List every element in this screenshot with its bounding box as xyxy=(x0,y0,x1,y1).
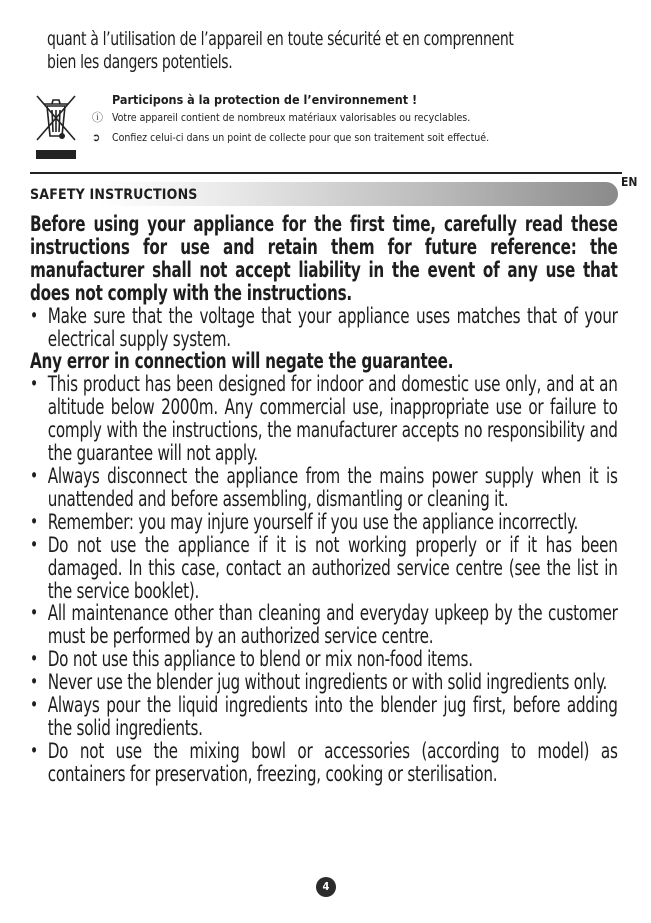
bullet-icon: • xyxy=(30,648,38,671)
section-title: SAFETY INSTRUCTIONS xyxy=(30,187,198,203)
environment-line-text: Votre appareil contient de nombreux matériaux valorisables ou recyclables. xyxy=(112,112,471,124)
list-item-text: Always pour the liquid ingredients into the blender jug first, before adding the solid ingredients. xyxy=(47,693,618,740)
language-tag: EN xyxy=(621,175,638,189)
info-icon: ⓘ xyxy=(92,111,103,124)
environment-line-text: Confiez celui-ci dans un point de collecte pour que son traitement soit effectué. xyxy=(112,132,490,144)
bullet-icon: • xyxy=(30,694,38,717)
list-item-text: All maintenance other than cleaning and everyday upkeep by the customer must be performed by an authorized service centre. xyxy=(47,601,618,649)
arrow-icon: ➲ xyxy=(92,131,101,144)
list-item xyxy=(30,534,618,603)
intro-line-1: quant à l’utilisation de l’appareil en toute sécurité et en comprennent xyxy=(47,28,514,50)
bullet-icon: • xyxy=(30,304,38,327)
environment-title: Participons à la protection de l’environnement ! xyxy=(112,92,418,107)
list-item-text: Do not use the appliance if it is not working properly or if it has been damaged. In this case, contact an authorized service centre (see the list in the service booklet). xyxy=(47,532,618,603)
intro-line-2: bien les dangers potentiels. xyxy=(47,51,233,73)
environment-line-recyclable xyxy=(92,108,612,128)
list-item-text: Always disconnect the appliance from the mains power supply when it is unattended and before assembling, dismantling or cleaning it. xyxy=(47,463,618,511)
lead-paragraph: Before using your appliance for the first time, carefully read these instructions for use and retain them for future reference: the manufacturer shall not accept liability in the event of any use that does not comply with the instructions. xyxy=(30,212,618,305)
list-item xyxy=(30,511,618,534)
list-item-text: Do not use the mixing bowl or accessories (according to model) as containers for preservation, freezing, cooking or sterilisation. xyxy=(47,738,618,786)
page-number: 4 xyxy=(316,877,336,897)
list-item-text: Do not use this appliance to blend or mix non-food items. xyxy=(47,647,473,672)
environment-line-collection xyxy=(92,128,612,148)
crossed-out-wheelie-bin-icon xyxy=(33,92,79,160)
list-item xyxy=(30,648,618,671)
list-item xyxy=(30,305,618,351)
divider xyxy=(30,172,622,174)
bullet-icon: • xyxy=(30,671,38,694)
list-item xyxy=(30,694,618,740)
list-item xyxy=(30,602,618,648)
list-item-text: Never use the blender jug without ingredients or with solid ingredients only. xyxy=(47,670,608,695)
bullet-icon: • xyxy=(30,533,38,556)
list-item-text: Make sure that the voltage that your appliance uses matches that of your electrical supply system. xyxy=(47,303,618,351)
list-item-text: Remember: you may injure yourself if you use the appliance incorrectly. xyxy=(47,509,579,534)
bullet-icon: • xyxy=(30,373,38,396)
intro-text xyxy=(47,28,621,74)
warning-paragraph: Any error in connection will negate the guarantee. xyxy=(30,349,454,374)
list-item xyxy=(30,465,618,511)
bullet-icon: • xyxy=(30,739,38,762)
bullet-icon: • xyxy=(30,510,38,533)
bullet-icon: • xyxy=(30,464,38,487)
list-item xyxy=(30,671,618,694)
list-item-text: This product has been designed for indoor and domestic use only, and at an altitude below 2000m. Any commercial use, inappropriate use or failure to comply with the instructions, the manufacturer accepts no responsibility and the guarantee will not apply. xyxy=(47,372,618,466)
list-item xyxy=(30,740,618,786)
environment-notice xyxy=(92,92,612,148)
bullet-icon: • xyxy=(30,602,38,625)
list-item xyxy=(30,373,618,465)
safety-instructions-body xyxy=(30,213,618,786)
